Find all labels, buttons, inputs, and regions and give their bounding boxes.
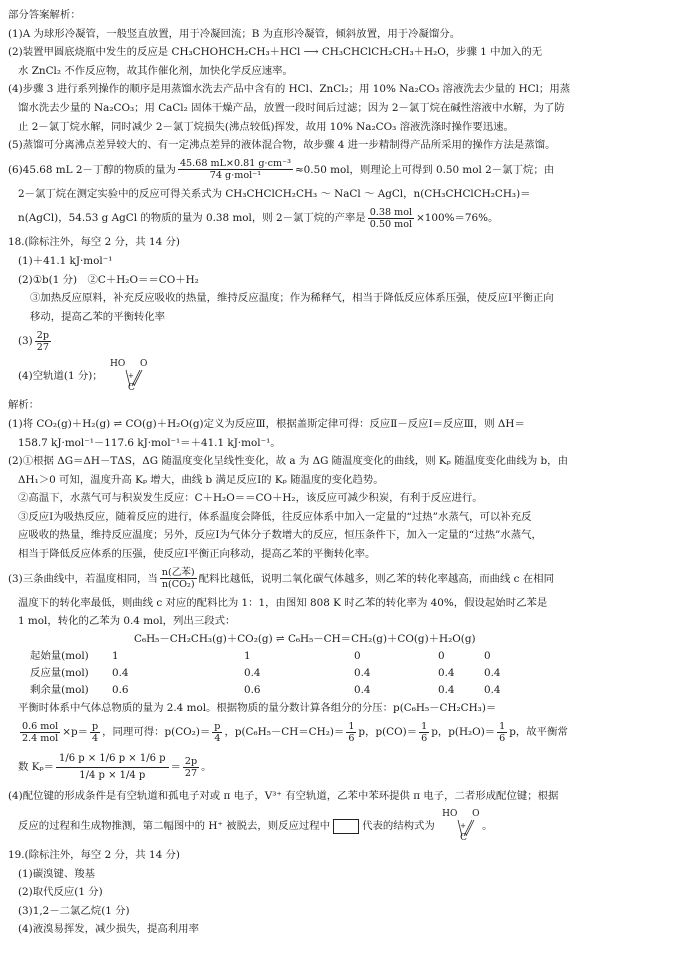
q17-p5: (5)蒸馏可分离沸点差异较大的、有一定沸点差异的液体混合物，故步骤 4 进一步精制得产品所采用的操作方法是蒸馏。	[8, 139, 556, 152]
table-cell: 0.4	[484, 666, 501, 679]
q18-a2c1: ③加热反应原料，补充反应吸收的热量，维持反应温度；作为稀释气，相当于降低反应体系压强，使反应Ⅰ平衡正向	[30, 292, 554, 305]
fraction: $\frac{p}{4}$	[92, 720, 99, 744]
kp-fraction: $\frac{1/6 p \times 1/6 p \times 1/6 p}{1/4 p \times 1/4 p}$	[56, 751, 169, 784]
table-cell: 0.6	[112, 683, 129, 696]
q17-p4b: 馏水洗去少量的 Na₂CO₃；用 CaCl₂ 固体干燥产品，放置一段时间后过滤；因为 2－氯丁烷在碱性溶液中水解，为了防	[18, 101, 565, 114]
carboxyl-structure-diagram: HO O + C	[106, 358, 150, 394]
fraction: $\frac{\text{45.68 mL×0.81 g·cm⁻³}}{\text{74 g·mol⁻¹}}$	[179, 158, 291, 182]
table-cell: 0	[484, 649, 491, 662]
q18-a3: (3) $\frac{2p}{27}$	[18, 329, 49, 353]
fraction: $\frac{\text{n(乙苯)}}{\text{n(CO₂)}}$	[161, 567, 195, 591]
reaction-equation: C₆H₅－CH₂CH₃(g)＋CO₂(g) ⇌ C₆H₅－CH＝CH₂(g)＋CO(g)＋H₂O(g)	[134, 632, 476, 645]
q18-e2b: ΔH₁＞0 可知，温度升高 Kₚ 增大，曲线 b 满足反应Ⅰ的 Kₚ 随温度的变化趋势。	[18, 473, 384, 486]
fraction: $\frac{2p}{27}$	[184, 755, 198, 779]
table-cell: 0.4	[112, 666, 129, 679]
section-header: 部分答案解析：	[8, 9, 81, 21]
fraction: $\frac{2p}{27}$	[36, 329, 49, 353]
table-cell: 0	[354, 649, 361, 662]
table-row	[30, 648, 684, 665]
q18-a2c2: 移动，提高乙苯的平衡转化率	[30, 310, 166, 323]
q17-p4a: (4)步骤 3 进行系列操作的顺序是用蒸馏水洗去产品中含有的 HCl、ZnCl₂；用 10% Na₂CO₃ 溶液洗去少量的 HCl；用蒸	[8, 83, 571, 96]
condition-equals: ＝＝	[137, 273, 159, 286]
row-label: 反应量(mol)	[30, 666, 89, 679]
condition-equals: ＝＝	[234, 492, 256, 505]
q18-a4: (4)空轨道(1 分)； HO O + C	[8, 356, 684, 396]
table-cell: 0.4	[484, 683, 501, 696]
q17-p2a: (2)装置甲圆底烧瓶中发生的反应是 CH₃CHOHCH₂CH₃＋HCl ⟶ CH₃CHClCH₂CH₃＋H₂O，步骤 1 中加入的无	[8, 46, 543, 59]
q17-p4c: 止 2－氯丁烷水解，同时减少 2－氯丁烷损失(沸点较低)挥发，故用 10% Na₂CO₃ 溶液洗涤时操作要迅速。	[18, 120, 514, 133]
table-cell: 0.4	[354, 666, 371, 679]
q18-e1a: (1)将 CO₂(g)＋H₂(g) ⇌ CO(g)＋H₂O(g)定义为反应Ⅲ，根据盖斯定律可得：反应Ⅱ－反应Ⅰ＝反应Ⅲ，则 ΔH＝	[8, 417, 525, 430]
q18-e2c: ②高温下，水蒸气可与积炭发生反应：C＋H₂O ＝＝CO＋H₂，该反应可减少积炭，有利于反应进行。	[8, 489, 684, 508]
q18-e2f: 相当于降低反应体系的压强，使反应Ⅰ平衡正向移动，提高乙苯的平衡转化率。	[18, 548, 376, 561]
q19-a2: (2)取代反应(1 分)	[18, 886, 103, 899]
table-cell: 0.4	[354, 683, 371, 696]
table-row	[30, 665, 684, 682]
q18-e3c: 1 mol，转化的乙苯为 0.4 mol，列出三段式：	[18, 615, 236, 628]
blank-box	[333, 819, 359, 834]
analysis-label: 解析：	[8, 399, 40, 412]
q18-e3b: 温度下的转化率最低，则曲线 c 对应的配料比为 1：1，由图知 808 K 时乙苯的转化率为 40%，假设起始时乙苯是	[18, 596, 548, 609]
q18-e3d: 平衡时体系中气体总物质的量为 2.4 mol。根据物质的量分数计算各组分的分压：p(C₆H₅－CH₂CH₃)＝	[18, 701, 497, 714]
carboxyl-structure-diagram: HO O + C	[438, 808, 482, 844]
three-stage-table	[8, 631, 684, 699]
fraction: $\frac{1}{6}$	[348, 720, 355, 744]
table-row	[30, 682, 684, 699]
q18-e1b: 158.7 kJ·mol⁻¹－117.6 kJ·mol⁻¹＝＋41.1 kJ·mol⁻¹。	[18, 436, 281, 449]
q18-e4b: 反应的过程和生成物推测，第二幅图中的 H⁺ 被脱去，则反应过程中 代表的结构式为 HO O + C 。	[18, 809, 493, 844]
q19-heading: 19.(除标注外，每空 2 分，共 14 分)	[8, 849, 180, 862]
q17-p2b: 水 ZnCl₂ 不作反应物，故其作催化剂，加快化学反应速率。	[18, 64, 293, 77]
q17-p1: (1)A 为球形冷凝管，一般竖直放置，用于冷凝回流；B 为直形冷凝管，倾斜放置，用于冷凝馏分。	[8, 27, 461, 40]
fraction: $\frac{\text{0.38 mol}}{\text{0.50 mol}}$	[369, 206, 413, 230]
q19-a3: (3)1,2－二氯乙烷(1 分)	[18, 904, 130, 917]
q17-p6b: 2－氯丁烷在测定实验中的反应可得关系式为 CH₃CHClCH₂CH₃ ～ NaCl ～ AgCl，n(CH₃CHClCH₂CH₃)＝	[18, 187, 531, 200]
table-cell: 0.4	[244, 666, 261, 679]
q18-e2a: (2)①根据 ΔG＝ΔH－TΔS，ΔG 随温度变化呈线性变化，故 a 为 ΔG 随温度变化的曲线，则 Kₚ 随温度变化曲线为 b，由	[8, 455, 568, 468]
q19-a1: (1)碳溴键、羧基	[18, 867, 96, 880]
q19-a4: (4)液溴易挥发，减少损失，提高利用率	[18, 923, 199, 936]
table-cell: 0.4	[438, 666, 455, 679]
table-cell: 0.6	[244, 683, 261, 696]
fraction: $\frac{p}{4}$	[214, 720, 221, 744]
fraction: $\frac{\text{0.6 mol}}{\text{2.4 mol}}$	[22, 720, 59, 744]
table-cell: 0.4	[438, 683, 455, 696]
q18-heading: 18.(除标注外，每空 2 分，共 14 分)	[8, 236, 180, 249]
table-cell: 1	[112, 649, 119, 662]
q18-e2e: 应吸收的热量，维持反应温度；另外，反应Ⅰ为气体分子数增大的反应，恒压条件下，加入一定量的“过热”水蒸气，	[18, 529, 542, 542]
table-cell: 1	[244, 649, 251, 662]
q18-e3e: $\frac{\text{0.6 mol}}{\text{2.4 mol}}$ ×p＝ $\frac{p}{4}$ ，同理可得：p(CO₂)＝ $\frac{p}{4}$ ，p(C₆H₅－CH＝CH₂)＝ $\frac{1}{6}$ p，p(CO)＝ $\frac{1}{6}$ p，p(H₂O)＝ $\frac{1}{6}$ p，故平衡常	[22, 720, 568, 744]
q18-a2: (2)①b(1 分) ②C＋H₂O ＝＝CO＋H₂	[8, 271, 684, 290]
q17-p6c: n(AgCl)，54.53 g AgCl 的物质的量为 0.38 mol，则 2－氯丁烷的产率是 $\frac{\text{0.38 mol}}{\text{0.50 mol}}$ ×100%＝76%。	[18, 206, 499, 230]
table-cell: 0	[438, 649, 445, 662]
row-label: 起始量(mol)	[30, 649, 89, 662]
q18-a1: (1)＋41.1 kJ·mol⁻¹	[18, 254, 113, 267]
fraction: $\frac{1}{6}$	[421, 720, 428, 744]
q18-e2d: ③反应Ⅰ为吸热反应，随着反应的进行，体系温度会降低，往反应体系中加入一定量的“过热”水蒸气，可以补充反	[18, 510, 532, 523]
q18-e3a: (3)三条曲线中，若温度相同，当 $\frac{\text{n(乙苯)}}{\text{n(CO₂)}}$ 配料比越低，说明二氧化碳气体越多，则乙苯的转化率越高，而曲线 c 在相同	[8, 567, 554, 591]
row-label: 剩余量(mol)	[30, 683, 89, 696]
fraction: $\frac{1}{6}$	[499, 720, 506, 744]
q18-e3f: 数 Kₚ＝ $\frac{1/6 p \times 1/6 p \times 1/6 p}{1/4 p \times 1/4 p}$ ＝ $\frac{2p}{27}$ 。	[8, 747, 684, 787]
q17-p6: (6)45.68 mL 2－丁醇的物质的量为 $\frac{\text{45.68 mL×0.81 g·cm⁻³}}{\text{74 g·mol⁻¹}}$ ≈0.50 mol，则理论上可得到 0.50 mol 2－氯丁烷；由	[8, 158, 555, 182]
q18-e4a: (4)配位键的形成条件是有空轨道和孤电子对或 π 电子，V³⁺ 有空轨道，乙苯中苯环提供 π 电子，二者形成配位键；根据	[8, 790, 559, 803]
